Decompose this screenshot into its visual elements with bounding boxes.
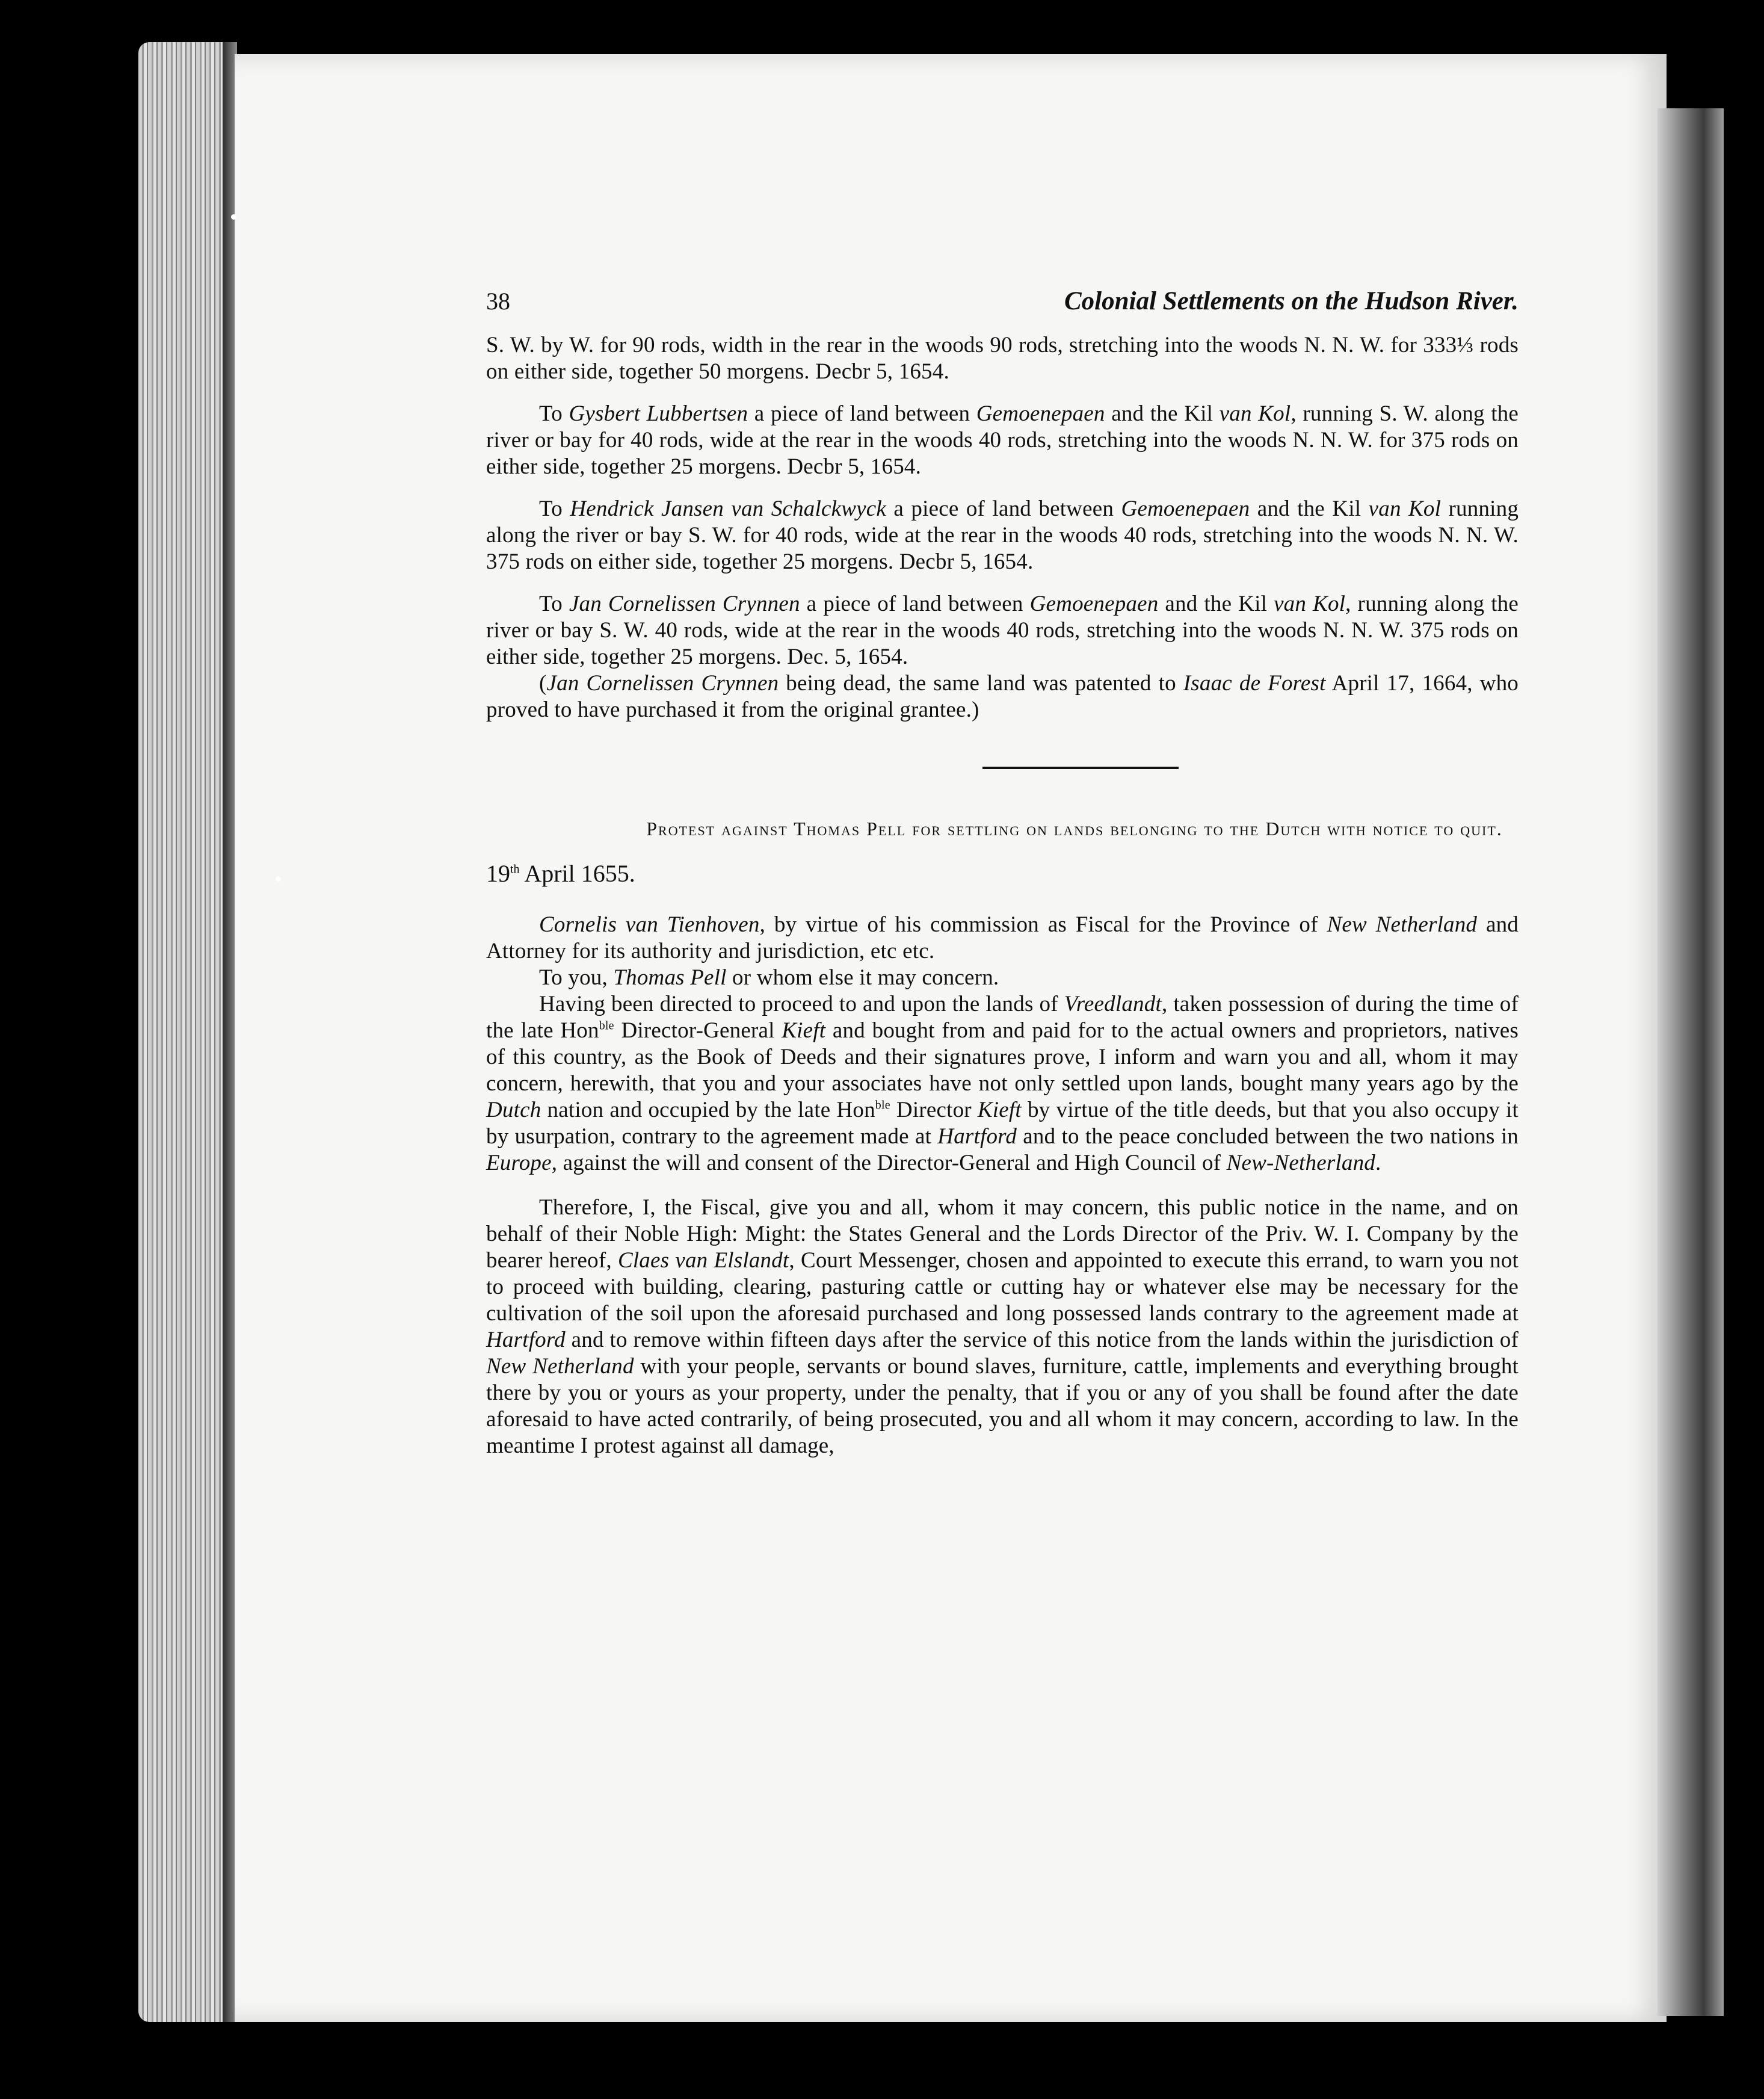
italic-run: van Kol: [1368, 496, 1442, 521]
body-paragraph: [486, 965, 1519, 991]
italic-run: Hendrick Jansen van Schalckwyck: [570, 496, 886, 521]
italic-run: van Kol: [1274, 592, 1346, 616]
right-page-edge: [1658, 108, 1724, 2016]
text-run: and to remove within fifteen days after the service of this notice from the lands within the jurisdiction of: [565, 1328, 1519, 1352]
body-paragraph: [486, 912, 1519, 965]
italic-run: New-Netherland: [1226, 1151, 1376, 1175]
text-run: or whom else it may concern.: [726, 965, 999, 990]
protest-body: [486, 912, 1519, 1459]
italic-run: Claes van Elslandt: [617, 1248, 789, 1273]
text-run: with your people, servants or bound slaves, furniture, cattle, implements and everything brought there by you or yours as your property, under the penalty, that if you or any of you shall be found after the date aforesaid to have acted contrarily, of being prosecuted, you and all whom it may concern, according to law. In the meantime I protest against all damage,: [486, 1354, 1519, 1458]
text-run: and the Kil: [1250, 496, 1369, 521]
text-run: , Court Messenger, chosen and appointed to execute this errand, to warn you not to proceed with building, clearing, pasturing cattle or cutting hay or whatever else may be necessary for the cultivation of the soil upon the aforesaid purchased and long possessed lands contrary to the agreement made at: [486, 1248, 1519, 1326]
text-run: To: [539, 401, 569, 426]
text-run: a piece of land between: [886, 496, 1121, 521]
scan-speck: [231, 214, 236, 220]
text-run: and Attorney for its authority and jurisdiction, etc etc.: [486, 912, 1519, 963]
section-heading: Protest against Thomas Pell for settling on lands belonging to the Dutch with notice to quit.: [646, 818, 1503, 839]
text-run: Therefore, I, the Fiscal, give you and all, whom it may concern, this public notice in the name, and on behalf of their Noble High: Might: the States General and the Lords Director of the Priv. W. I. Company by the bearer hereof,: [486, 1195, 1519, 1273]
italic-run: Cornelis van Tienhoven: [539, 912, 760, 937]
text-run: To you,: [539, 965, 614, 990]
italic-run: Kieft: [977, 1098, 1022, 1122]
text-run: being dead, the same land was patented to: [779, 671, 1183, 696]
entry-paragraph: [486, 401, 1519, 480]
text-run: and bought from and paid for to the actual owners and proprietors, natives of this country, as the Book of Deeds and their signatures prove, I inform and warn you and all, whom it may concern, herewith, that you and your associates have not only settled upon lands, bought many years ago by the: [486, 1018, 1519, 1096]
text-run: and to the peace concluded between the two nations in: [1017, 1124, 1519, 1149]
running-title: Colonial Settlements on the Hudson River.: [1064, 287, 1519, 315]
page-number: 38: [486, 288, 510, 315]
italic-run: New Netherland: [1327, 912, 1478, 937]
text-run: , by virtue of his commission as Fiscal for the Province of: [759, 912, 1327, 937]
section-divider: [982, 767, 1179, 769]
text-run: S. W. by W. for 90 rods, width in the rear in the woods 90 rods, stretching into the woods N. N. W. for 333⅓ rods on either side, together 50 morgens. Decbr 5, 1654.: [486, 333, 1519, 384]
italic-run: Hartford: [937, 1124, 1017, 1149]
italic-run: Thomas Pell: [613, 965, 727, 990]
text-run: running along the river or bay S. W. for 40 rods, wide at the rear in the woods 40 rods, stretching into the woods N. N. W. 375 rods on either side, together 25 morgens. Decbr 5, 1654.: [486, 496, 1519, 574]
text-run: To: [539, 496, 570, 521]
italic-run: Gemoenepaen: [1029, 592, 1159, 616]
text-run: a piece of land between: [800, 592, 1030, 616]
entry-note: [486, 670, 1519, 723]
page-edge-stack: [138, 42, 229, 2022]
entry-paragraph: [486, 496, 1519, 575]
running-head: [486, 286, 1519, 323]
italic-run: Gemoenepaen: [1121, 496, 1250, 521]
text-run: April 17, 1664, who proved to have purchased it from the original grantee.): [486, 671, 1519, 722]
text-run: , against the will and consent of the Director-General and High Council of: [551, 1151, 1227, 1175]
italic-run: Gemoenepaen: [976, 401, 1105, 426]
text-run: , taken possession of during the time of the late Hon$^{ble}$ Director-General: [486, 992, 1519, 1043]
text-run: by virtue of the title deeds, but that you also occupy it by usurpation, contrary to the agreement made at: [486, 1098, 1519, 1149]
italic-run: Jan Cornelissen Crynnen: [546, 671, 779, 696]
entry-paragraph: [486, 591, 1519, 670]
land-grant-entries: [486, 332, 1519, 723]
body-paragraph: [486, 1195, 1519, 1459]
text-run: (: [539, 671, 547, 696]
italic-run: Hartford: [486, 1328, 566, 1352]
page-content: [486, 286, 1519, 1459]
text-run: and the Kil: [1105, 401, 1220, 426]
italic-run: Isaac de Forest: [1183, 671, 1326, 696]
entry-paragraph: [486, 332, 1519, 385]
italic-run: van Kol: [1219, 401, 1291, 426]
document-date: 19th April 1655.: [486, 860, 635, 887]
text-run: and the Kil: [1158, 592, 1274, 616]
italic-run: Jan Cornelissen Crynnen: [569, 592, 800, 616]
text-run: , running along the river or bay S. W. 40 rods, wide at the rear in the woods 40 rods, stretching into the woods N. N. W. 375 rods on either side, together 25 morgens. Dec. 5, 1654.: [486, 592, 1519, 669]
text-run: nation and occupied by the late Hon$^{ble}$ Director: [541, 1098, 978, 1122]
italic-run: Dutch: [486, 1098, 541, 1122]
italic-run: Gysbert Lubbertsen: [569, 401, 748, 426]
text-run: , running S. W. along the river or bay for 40 rods, wide at the rear in the woods 40 rods, stretching into the woods N. N. W. for 375 rods on either side, together 25 morgens. Decbr 5, 1654.: [486, 401, 1519, 479]
text-run: To: [539, 592, 569, 616]
italic-run: Vreedlandt: [1064, 992, 1162, 1016]
italic-run: New Netherland: [486, 1354, 634, 1379]
italic-run: Kieft: [782, 1018, 826, 1043]
text-run: a piece of land between: [748, 401, 976, 426]
scan-speck: [276, 876, 281, 882]
text-run: Having been directed to proceed to and upon the lands of: [539, 992, 1064, 1016]
text-run: .: [1375, 1151, 1381, 1175]
italic-run: Europe: [486, 1151, 552, 1175]
body-paragraph: [486, 991, 1519, 1176]
